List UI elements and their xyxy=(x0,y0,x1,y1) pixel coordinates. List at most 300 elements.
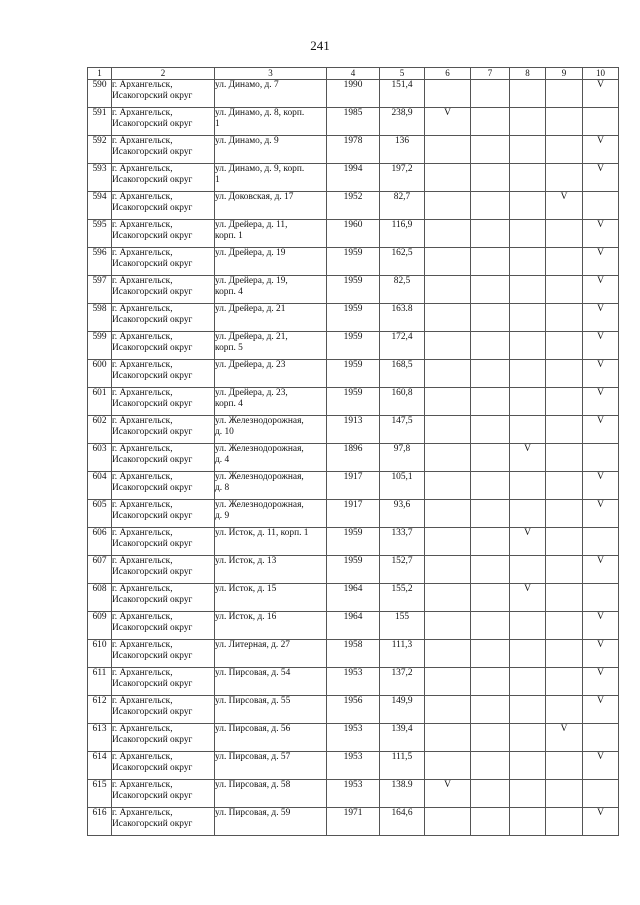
mark-cell-col-7 xyxy=(471,248,510,276)
mark-cell-col-10: V xyxy=(583,220,619,248)
mark-cell-col-10: V xyxy=(583,276,619,304)
address-cell: ул. Пирсовая, д. 56 xyxy=(215,724,327,752)
address-cell: ул. Динамо, д. 9 xyxy=(215,136,327,164)
mark-cell-col-8: V xyxy=(510,584,546,612)
address-cell: ул. Дрейера, д. 11, корп. 1 xyxy=(215,220,327,248)
column-header: 9 xyxy=(546,68,583,80)
address-cell: ул. Железнодорожная, д. 10 xyxy=(215,416,327,444)
mark-cell-col-10: V xyxy=(583,612,619,640)
area-cell: 111,3 xyxy=(380,640,425,668)
area-cell: 163.8 xyxy=(380,304,425,332)
area-cell: 151,4 xyxy=(380,80,425,108)
settlement-cell: г. Архангельск, Исакогорский округ xyxy=(112,780,215,808)
settlement-cell: г. Архангельск, Исакогорский округ xyxy=(112,388,215,416)
column-number-row xyxy=(88,68,619,80)
mark-cell-col-7 xyxy=(471,388,510,416)
mark-cell-col-9 xyxy=(546,808,583,836)
mark-cell-col-9 xyxy=(546,416,583,444)
mark-cell-col-10 xyxy=(583,192,619,220)
year-cell: 1953 xyxy=(327,780,380,808)
year-cell: 1990 xyxy=(327,80,380,108)
mark-cell-col-6 xyxy=(425,612,471,640)
year-cell: 1994 xyxy=(327,164,380,192)
year-cell: 1896 xyxy=(327,444,380,472)
address-cell: ул. Дрейера, д. 19, корп. 4 xyxy=(215,276,327,304)
area-cell: 97,8 xyxy=(380,444,425,472)
row-number-cell: 614 xyxy=(88,752,112,780)
mark-cell-col-7 xyxy=(471,528,510,556)
table-row xyxy=(88,780,619,808)
mark-cell-col-6 xyxy=(425,248,471,276)
mark-cell-col-7 xyxy=(471,192,510,220)
address-cell: ул. Динамо, д. 8, корп. 1 xyxy=(215,108,327,136)
year-cell: 1917 xyxy=(327,472,380,500)
mark-cell-col-10: V xyxy=(583,640,619,668)
row-number-cell: 594 xyxy=(88,192,112,220)
area-cell: 136 xyxy=(380,136,425,164)
mark-cell-col-10: V xyxy=(583,808,619,836)
row-number-cell: 593 xyxy=(88,164,112,192)
table-row xyxy=(88,388,619,416)
address-cell: ул. Литерная, д. 27 xyxy=(215,640,327,668)
settlement-cell: г. Архангельск, Исакогорский округ xyxy=(112,752,215,780)
mark-cell-col-7 xyxy=(471,724,510,752)
mark-cell-col-10: V xyxy=(583,416,619,444)
year-cell: 1959 xyxy=(327,276,380,304)
mark-cell-col-6 xyxy=(425,472,471,500)
address-cell: ул. Динамо, д. 7 xyxy=(215,80,327,108)
mark-cell-col-8 xyxy=(510,556,546,584)
mark-cell-col-10: V xyxy=(583,668,619,696)
mark-cell-col-7 xyxy=(471,668,510,696)
mark-cell-col-8 xyxy=(510,164,546,192)
settlement-cell: г. Архангельск, Исакогорский округ xyxy=(112,444,215,472)
column-header: 3 xyxy=(215,68,327,80)
mark-cell-col-9 xyxy=(546,752,583,780)
mark-cell-col-6 xyxy=(425,752,471,780)
mark-cell-col-9 xyxy=(546,80,583,108)
address-cell: ул. Железнодорожная, д. 8 xyxy=(215,472,327,500)
mark-cell-col-6 xyxy=(425,500,471,528)
table-row xyxy=(88,528,619,556)
mark-cell-col-10: V xyxy=(583,696,619,724)
settlement-cell: г. Архангельск, Исакогорский округ xyxy=(112,640,215,668)
year-cell: 1959 xyxy=(327,556,380,584)
table-row xyxy=(88,108,619,136)
area-cell: 149,9 xyxy=(380,696,425,724)
row-number-cell: 610 xyxy=(88,640,112,668)
table-row xyxy=(88,640,619,668)
row-number-cell: 590 xyxy=(88,80,112,108)
mark-cell-col-10: V xyxy=(583,304,619,332)
year-cell: 1953 xyxy=(327,724,380,752)
mark-cell-col-10: V xyxy=(583,332,619,360)
mark-cell-col-10: V xyxy=(583,164,619,192)
area-cell: 164,6 xyxy=(380,808,425,836)
mark-cell-col-6 xyxy=(425,332,471,360)
mark-cell-col-8 xyxy=(510,640,546,668)
table-row xyxy=(88,444,619,472)
mark-cell-col-7 xyxy=(471,696,510,724)
table-row xyxy=(88,584,619,612)
mark-cell-col-6 xyxy=(425,192,471,220)
mark-cell-col-6: V xyxy=(425,780,471,808)
settlement-cell: г. Архангельск, Исакогорский округ xyxy=(112,136,215,164)
area-cell: 93,6 xyxy=(380,500,425,528)
area-cell: 155 xyxy=(380,612,425,640)
column-header: 8 xyxy=(510,68,546,80)
table-row xyxy=(88,360,619,388)
address-cell: ул. Исток, д. 16 xyxy=(215,612,327,640)
address-cell: ул. Железнодорожная, д. 4 xyxy=(215,444,327,472)
year-cell: 1953 xyxy=(327,668,380,696)
mark-cell-col-8 xyxy=(510,192,546,220)
mark-cell-col-10: V xyxy=(583,472,619,500)
mark-cell-col-9 xyxy=(546,304,583,332)
year-cell: 1964 xyxy=(327,612,380,640)
year-cell: 1960 xyxy=(327,220,380,248)
table-body xyxy=(88,80,619,836)
column-header: 7 xyxy=(471,68,510,80)
address-cell: ул. Пирсовая, д. 59 xyxy=(215,808,327,836)
table-row xyxy=(88,696,619,724)
mark-cell-col-6 xyxy=(425,416,471,444)
area-cell: 197,2 xyxy=(380,164,425,192)
mark-cell-col-9 xyxy=(546,584,583,612)
mark-cell-col-9: V xyxy=(546,192,583,220)
column-header: 2 xyxy=(112,68,215,80)
column-header: 4 xyxy=(327,68,380,80)
address-cell: ул. Пирсовая, д. 58 xyxy=(215,780,327,808)
table-row xyxy=(88,192,619,220)
mark-cell-col-8 xyxy=(510,80,546,108)
table-row xyxy=(88,304,619,332)
mark-cell-col-8 xyxy=(510,808,546,836)
mark-cell-col-7 xyxy=(471,472,510,500)
settlement-cell: г. Архангельск, Исакогорский округ xyxy=(112,248,215,276)
column-header: 10 xyxy=(583,68,619,80)
year-cell: 1952 xyxy=(327,192,380,220)
row-number-cell: 603 xyxy=(88,444,112,472)
settlement-cell: г. Архангельск, Исакогорский округ xyxy=(112,808,215,836)
settlement-cell: г. Архангельск, Исакогорский округ xyxy=(112,164,215,192)
address-cell: ул. Дрейера, д. 23, корп. 4 xyxy=(215,388,327,416)
area-cell: 116,9 xyxy=(380,220,425,248)
table-row xyxy=(88,556,619,584)
settlement-cell: г. Архангельск, Исакогорский округ xyxy=(112,80,215,108)
area-cell: 160,8 xyxy=(380,388,425,416)
mark-cell-col-7 xyxy=(471,584,510,612)
area-cell: 172,4 xyxy=(380,332,425,360)
settlement-cell: г. Архангельск, Исакогорский округ xyxy=(112,332,215,360)
settlement-cell: г. Архангельск, Исакогорский округ xyxy=(112,724,215,752)
mark-cell-col-6 xyxy=(425,388,471,416)
mark-cell-col-6 xyxy=(425,304,471,332)
row-number-cell: 592 xyxy=(88,136,112,164)
year-cell: 1959 xyxy=(327,248,380,276)
mark-cell-col-10: V xyxy=(583,388,619,416)
mark-cell-col-9 xyxy=(546,640,583,668)
year-cell: 1964 xyxy=(327,584,380,612)
housing-registry-table xyxy=(87,67,619,836)
year-cell: 1913 xyxy=(327,416,380,444)
mark-cell-col-8 xyxy=(510,612,546,640)
mark-cell-col-9 xyxy=(546,276,583,304)
address-cell: ул. Исток, д. 15 xyxy=(215,584,327,612)
settlement-cell: г. Архангельск, Исакогорский округ xyxy=(112,612,215,640)
table-row xyxy=(88,668,619,696)
table-row xyxy=(88,248,619,276)
mark-cell-col-10 xyxy=(583,780,619,808)
mark-cell-col-9 xyxy=(546,444,583,472)
table-row xyxy=(88,80,619,108)
year-cell: 1971 xyxy=(327,808,380,836)
settlement-cell: г. Архангельск, Исакогорский округ xyxy=(112,696,215,724)
mark-cell-col-10 xyxy=(583,444,619,472)
address-cell: ул. Дрейера, д. 23 xyxy=(215,360,327,388)
mark-cell-col-10: V xyxy=(583,500,619,528)
mark-cell-col-8 xyxy=(510,304,546,332)
area-cell: 147,5 xyxy=(380,416,425,444)
mark-cell-col-8 xyxy=(510,780,546,808)
page-number: 241 xyxy=(310,38,330,53)
settlement-cell: г. Архангельск, Исакогорский округ xyxy=(112,360,215,388)
year-cell: 1959 xyxy=(327,304,380,332)
mark-cell-col-10: V xyxy=(583,136,619,164)
area-cell: 152,7 xyxy=(380,556,425,584)
area-cell: 133,7 xyxy=(380,528,425,556)
mark-cell-col-7 xyxy=(471,500,510,528)
mark-cell-col-8 xyxy=(510,752,546,780)
mark-cell-col-6 xyxy=(425,164,471,192)
column-header: 5 xyxy=(380,68,425,80)
mark-cell-col-10: V xyxy=(583,80,619,108)
mark-cell-col-6 xyxy=(425,528,471,556)
mark-cell-col-8: V xyxy=(510,444,546,472)
table-row xyxy=(88,136,619,164)
mark-cell-col-9 xyxy=(546,500,583,528)
mark-cell-col-10 xyxy=(583,724,619,752)
address-cell: ул. Дрейера, д. 21 xyxy=(215,304,327,332)
mark-cell-col-8 xyxy=(510,220,546,248)
table-row xyxy=(88,164,619,192)
area-cell: 168,5 xyxy=(380,360,425,388)
address-cell: ул. Железнодорожная, д. 9 xyxy=(215,500,327,528)
row-number-cell: 597 xyxy=(88,276,112,304)
mark-cell-col-8 xyxy=(510,332,546,360)
settlement-cell: г. Архангельск, Исакогорский округ xyxy=(112,220,215,248)
table-row xyxy=(88,472,619,500)
mark-cell-col-7 xyxy=(471,136,510,164)
settlement-cell: г. Архангельск, Исакогорский округ xyxy=(112,192,215,220)
address-cell: ул. Дрейера, д. 19 xyxy=(215,248,327,276)
row-number-cell: 615 xyxy=(88,780,112,808)
mark-cell-col-8 xyxy=(510,668,546,696)
year-cell: 1985 xyxy=(327,108,380,136)
mark-cell-col-7 xyxy=(471,276,510,304)
mark-cell-col-10: V xyxy=(583,752,619,780)
year-cell: 1956 xyxy=(327,696,380,724)
mark-cell-col-7 xyxy=(471,220,510,248)
mark-cell-col-7 xyxy=(471,80,510,108)
mark-cell-col-6: V xyxy=(425,108,471,136)
mark-cell-col-7 xyxy=(471,360,510,388)
settlement-cell: г. Архангельск, Исакогорский округ xyxy=(112,500,215,528)
row-number-cell: 595 xyxy=(88,220,112,248)
row-number-cell: 599 xyxy=(88,332,112,360)
row-number-cell: 609 xyxy=(88,612,112,640)
settlement-cell: г. Архангельск, Исакогорский округ xyxy=(112,584,215,612)
mark-cell-col-10 xyxy=(583,528,619,556)
mark-cell-col-8 xyxy=(510,472,546,500)
row-number-cell: 613 xyxy=(88,724,112,752)
settlement-cell: г. Архангельск, Исакогорский округ xyxy=(112,556,215,584)
mark-cell-col-6 xyxy=(425,360,471,388)
mark-cell-col-6 xyxy=(425,276,471,304)
mark-cell-col-9: V xyxy=(546,724,583,752)
mark-cell-col-6 xyxy=(425,444,471,472)
row-number-cell: 602 xyxy=(88,416,112,444)
table-row xyxy=(88,500,619,528)
mark-cell-col-6 xyxy=(425,724,471,752)
row-number-cell: 598 xyxy=(88,304,112,332)
row-number-cell: 591 xyxy=(88,108,112,136)
mark-cell-col-7 xyxy=(471,164,510,192)
mark-cell-col-6 xyxy=(425,668,471,696)
address-cell: ул. Исток, д. 11, корп. 1 xyxy=(215,528,327,556)
mark-cell-col-9 xyxy=(546,696,583,724)
mark-cell-col-10: V xyxy=(583,248,619,276)
year-cell: 1959 xyxy=(327,360,380,388)
mark-cell-col-8 xyxy=(510,276,546,304)
mark-cell-col-7 xyxy=(471,752,510,780)
column-header: 6 xyxy=(425,68,471,80)
mark-cell-col-7 xyxy=(471,780,510,808)
table-row xyxy=(88,724,619,752)
settlement-cell: г. Архангельск, Исакогорский округ xyxy=(112,528,215,556)
table-row xyxy=(88,612,619,640)
table-row xyxy=(88,808,619,836)
mark-cell-col-6 xyxy=(425,220,471,248)
mark-cell-col-9 xyxy=(546,528,583,556)
mark-cell-col-10: V xyxy=(583,360,619,388)
mark-cell-col-7 xyxy=(471,332,510,360)
mark-cell-col-8 xyxy=(510,696,546,724)
mark-cell-col-7 xyxy=(471,444,510,472)
address-cell: ул. Исток, д. 13 xyxy=(215,556,327,584)
mark-cell-col-8 xyxy=(510,108,546,136)
row-number-cell: 611 xyxy=(88,668,112,696)
mark-cell-col-7 xyxy=(471,108,510,136)
row-number-cell: 605 xyxy=(88,500,112,528)
mark-cell-col-9 xyxy=(546,612,583,640)
area-cell: 111,5 xyxy=(380,752,425,780)
address-cell: ул. Пирсовая, д. 55 xyxy=(215,696,327,724)
mark-cell-col-9 xyxy=(546,164,583,192)
year-cell: 1953 xyxy=(327,752,380,780)
mark-cell-col-9 xyxy=(546,780,583,808)
mark-cell-col-7 xyxy=(471,808,510,836)
column-header: 1 xyxy=(88,68,112,80)
area-cell: 155,2 xyxy=(380,584,425,612)
table-row xyxy=(88,332,619,360)
area-cell: 139,4 xyxy=(380,724,425,752)
settlement-cell: г. Архангельск, Исакогорский округ xyxy=(112,416,215,444)
mark-cell-col-7 xyxy=(471,304,510,332)
mark-cell-col-6 xyxy=(425,808,471,836)
area-cell: 138.9 xyxy=(380,780,425,808)
mark-cell-col-9 xyxy=(546,360,583,388)
mark-cell-col-8 xyxy=(510,136,546,164)
mark-cell-col-6 xyxy=(425,640,471,668)
table-row xyxy=(88,220,619,248)
area-cell: 105,1 xyxy=(380,472,425,500)
mark-cell-col-9 xyxy=(546,136,583,164)
mark-cell-col-7 xyxy=(471,640,510,668)
year-cell: 1959 xyxy=(327,528,380,556)
mark-cell-col-8 xyxy=(510,248,546,276)
mark-cell-col-6 xyxy=(425,584,471,612)
area-cell: 137,2 xyxy=(380,668,425,696)
settlement-cell: г. Архангельск, Исакогорский округ xyxy=(112,108,215,136)
row-number-cell: 608 xyxy=(88,584,112,612)
mark-cell-col-6 xyxy=(425,80,471,108)
area-cell: 82,7 xyxy=(380,192,425,220)
row-number-cell: 616 xyxy=(88,808,112,836)
table-row xyxy=(88,416,619,444)
mark-cell-col-7 xyxy=(471,612,510,640)
mark-cell-col-8 xyxy=(510,360,546,388)
settlement-cell: г. Архангельск, Исакогорский округ xyxy=(112,304,215,332)
settlement-cell: г. Архангельск, Исакогорский округ xyxy=(112,276,215,304)
area-cell: 82,5 xyxy=(380,276,425,304)
mark-cell-col-9 xyxy=(546,108,583,136)
row-number-cell: 604 xyxy=(88,472,112,500)
year-cell: 1978 xyxy=(327,136,380,164)
mark-cell-col-9 xyxy=(546,472,583,500)
mark-cell-col-7 xyxy=(471,556,510,584)
address-cell: ул. Доковская, д. 17 xyxy=(215,192,327,220)
year-cell: 1917 xyxy=(327,500,380,528)
mark-cell-col-9 xyxy=(546,556,583,584)
mark-cell-col-6 xyxy=(425,696,471,724)
row-number-cell: 600 xyxy=(88,360,112,388)
mark-cell-col-10 xyxy=(583,584,619,612)
mark-cell-col-9 xyxy=(546,220,583,248)
year-cell: 1959 xyxy=(327,388,380,416)
row-number-cell: 606 xyxy=(88,528,112,556)
row-number-cell: 596 xyxy=(88,248,112,276)
mark-cell-col-6 xyxy=(425,556,471,584)
mark-cell-col-7 xyxy=(471,416,510,444)
mark-cell-col-6 xyxy=(425,136,471,164)
mark-cell-col-10: V xyxy=(583,556,619,584)
table-row xyxy=(88,752,619,780)
mark-cell-col-8 xyxy=(510,388,546,416)
address-cell: ул. Дрейера, д. 21, корп. 5 xyxy=(215,332,327,360)
year-cell: 1959 xyxy=(327,332,380,360)
mark-cell-col-9 xyxy=(546,668,583,696)
address-cell: ул. Пирсовая, д. 54 xyxy=(215,668,327,696)
row-number-cell: 612 xyxy=(88,696,112,724)
address-cell: ул. Пирсовая, д. 57 xyxy=(215,752,327,780)
row-number-cell: 601 xyxy=(88,388,112,416)
settlement-cell: г. Архангельск, Исакогорский округ xyxy=(112,668,215,696)
mark-cell-col-8: V xyxy=(510,528,546,556)
mark-cell-col-8 xyxy=(510,416,546,444)
area-cell: 238,9 xyxy=(380,108,425,136)
mark-cell-col-9 xyxy=(546,248,583,276)
